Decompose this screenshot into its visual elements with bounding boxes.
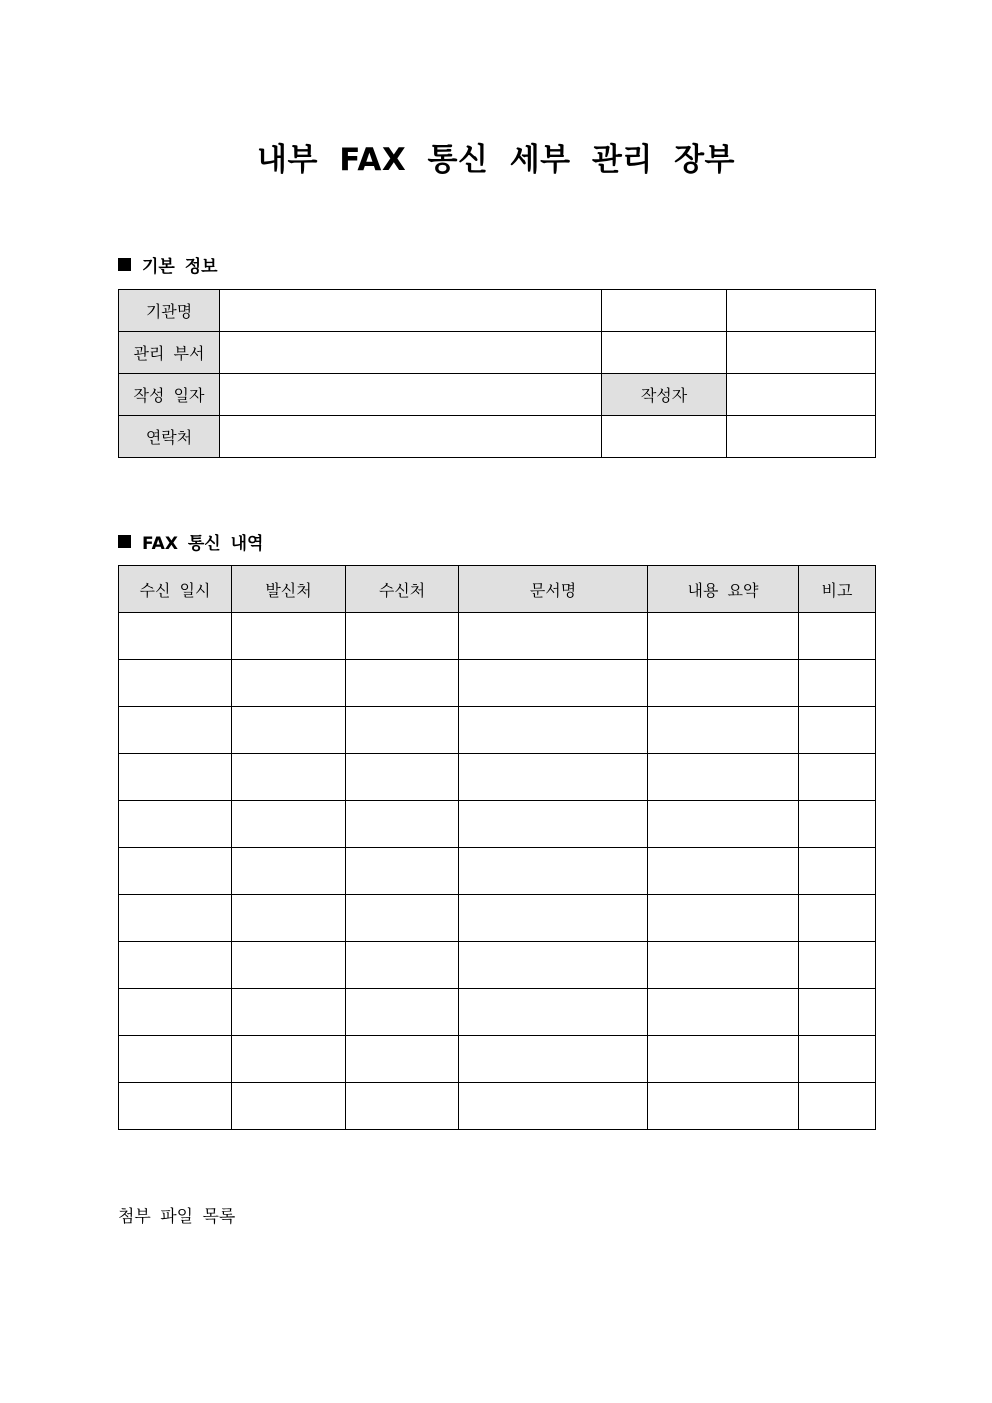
attachment-list-label: 첨부 파일 목록 [118,1207,236,1227]
col-document-name: 문서명 [459,566,648,613]
sender-cell[interactable] [232,801,346,848]
table-row [119,660,876,707]
document-name-cell[interactable] [459,895,648,942]
recipient-cell[interactable] [346,895,459,942]
recipient-cell[interactable] [346,1083,459,1130]
recipient-cell[interactable] [346,613,459,660]
author-field[interactable] [727,374,876,416]
summary-cell[interactable] [648,801,799,848]
remarks-cell[interactable] [799,707,876,754]
document-name-cell[interactable] [459,707,648,754]
remarks-cell[interactable] [799,895,876,942]
table-row [119,1083,876,1130]
table-row [119,290,876,332]
date-label: 작성 일자 [119,374,220,416]
recipient-cell[interactable] [346,754,459,801]
table-row [119,1036,876,1083]
remarks-cell[interactable] [799,848,876,895]
extra-value-field[interactable] [727,290,876,332]
col-summary: 내용 요약 [648,566,799,613]
remarks-cell[interactable] [799,989,876,1036]
col-sender: 발신처 [232,566,346,613]
sender-cell[interactable] [232,942,346,989]
summary-cell[interactable] [648,989,799,1036]
received-time-cell[interactable] [119,707,232,754]
sender-cell[interactable] [232,707,346,754]
table-row [119,707,876,754]
table-row [119,613,876,660]
date-field[interactable] [220,374,602,416]
received-time-cell[interactable] [119,989,232,1036]
sender-cell[interactable] [232,660,346,707]
received-time-cell[interactable] [119,660,232,707]
org-name-label: 기관명 [119,290,220,332]
summary-cell[interactable] [648,707,799,754]
received-time-cell[interactable] [119,801,232,848]
basic-info-heading [118,252,218,277]
received-time-cell[interactable] [119,754,232,801]
table-row [119,416,876,458]
square-bullet-icon [118,535,131,548]
summary-cell[interactable] [648,613,799,660]
sender-cell[interactable] [232,989,346,1036]
sender-cell[interactable] [232,895,346,942]
table-row [119,848,876,895]
document-name-cell[interactable] [459,989,648,1036]
dept-label: 관리 부서 [119,332,220,374]
sender-cell[interactable] [232,613,346,660]
document-title: 내부 FAX 통신 세부 관리 장부 [257,142,735,178]
org-name-field[interactable] [220,290,602,332]
summary-cell[interactable] [648,660,799,707]
received-time-cell[interactable] [119,613,232,660]
table-row [119,895,876,942]
summary-cell[interactable] [648,1083,799,1130]
dept-field[interactable] [220,332,602,374]
extra-value-field[interactable] [727,416,876,458]
recipient-cell[interactable] [346,801,459,848]
table-row [119,801,876,848]
basic-info-heading-text: 기본 정보 [142,257,218,277]
document-name-cell[interactable] [459,613,648,660]
document-name-cell[interactable] [459,660,648,707]
remarks-cell[interactable] [799,754,876,801]
fax-log-body [119,613,876,1130]
sender-cell[interactable] [232,754,346,801]
sender-cell[interactable] [232,848,346,895]
fax-log-heading-text: FAX 통신 내역 [142,534,264,554]
extra-value-field[interactable] [727,332,876,374]
received-time-cell[interactable] [119,1036,232,1083]
recipient-cell[interactable] [346,848,459,895]
table-row [119,332,876,374]
document-name-cell[interactable] [459,848,648,895]
document-name-cell[interactable] [459,1036,648,1083]
extra-label-cell [602,290,727,332]
remarks-cell[interactable] [799,1036,876,1083]
table-row [119,374,876,416]
recipient-cell[interactable] [346,707,459,754]
sender-cell[interactable] [232,1036,346,1083]
summary-cell[interactable] [648,754,799,801]
received-time-cell[interactable] [119,1083,232,1130]
extra-label-cell [602,332,727,374]
summary-cell[interactable] [648,895,799,942]
remarks-cell[interactable] [799,660,876,707]
square-bullet-icon [118,258,131,271]
recipient-cell[interactable] [346,1036,459,1083]
summary-cell[interactable] [648,1036,799,1083]
summary-cell[interactable] [648,942,799,989]
remarks-cell[interactable] [799,613,876,660]
col-received-time: 수신 일시 [119,566,232,613]
contact-field[interactable] [220,416,602,458]
fax-log-table [118,565,876,1130]
table-header-row [119,566,876,613]
document-name-cell[interactable] [459,942,648,989]
recipient-cell[interactable] [346,989,459,1036]
received-time-cell[interactable] [119,942,232,989]
table-row [119,989,876,1036]
document-name-cell[interactable] [459,754,648,801]
table-row [119,942,876,989]
recipient-cell[interactable] [346,942,459,989]
fax-log-heading [118,529,263,554]
recipient-cell[interactable] [346,660,459,707]
remarks-cell[interactable] [799,1083,876,1130]
remarks-cell[interactable] [799,942,876,989]
received-time-cell[interactable] [119,895,232,942]
contact-label: 연락처 [119,416,220,458]
document-name-cell[interactable] [459,801,648,848]
col-recipient: 수신처 [346,566,459,613]
basic-info-table [118,289,876,458]
remarks-cell[interactable] [799,801,876,848]
col-remarks: 비고 [799,566,876,613]
extra-label-cell [602,416,727,458]
table-row [119,754,876,801]
sender-cell[interactable] [232,1083,346,1130]
received-time-cell[interactable] [119,848,232,895]
author-label: 작성자 [602,374,727,416]
summary-cell[interactable] [648,848,799,895]
document-name-cell[interactable] [459,1083,648,1130]
